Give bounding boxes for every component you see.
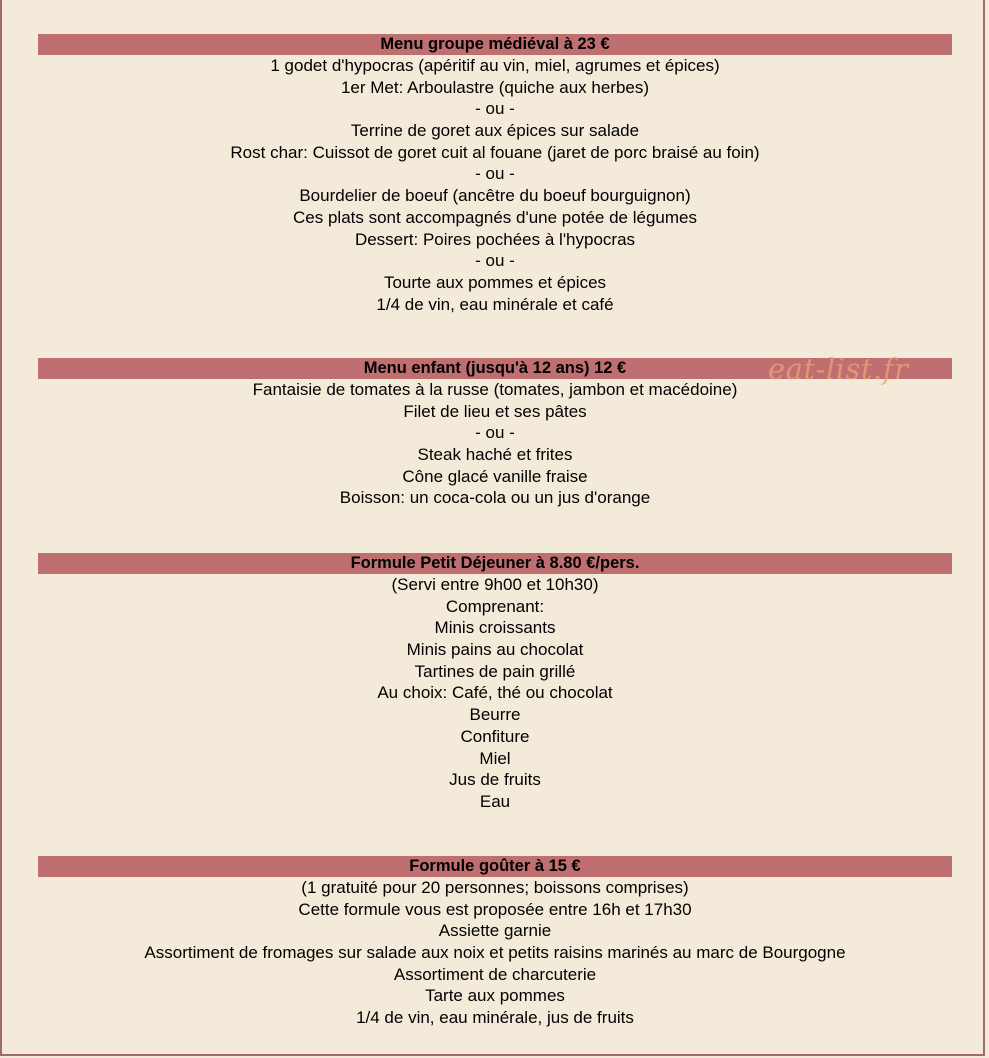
- menu-line: (1 gratuité pour 20 personnes; boissons comprises): [301, 878, 689, 897]
- menu-line: 1 godet d'hypocras (apéritif au vin, miel, agrumes et épices): [270, 56, 720, 75]
- menu-line: Bourdelier de boeuf (ancêtre du boeuf bourguignon): [299, 186, 691, 206]
- menu-line: Tarte aux pommes: [425, 986, 565, 1006]
- menu-line: Dessert: Poires pochées à l'hypocras: [354, 229, 636, 249]
- menu-line: 1/4 de vin, eau minérale et café: [376, 294, 614, 314]
- menu-line: - ou -: [475, 164, 515, 184]
- menu-line: Boisson: un coca-cola ou un jus d'orange: [339, 488, 651, 508]
- menu-line: (Servi entre 9h00 et 10h30): [391, 575, 599, 594]
- menu-line: Tourte aux pommes et épices: [383, 272, 607, 292]
- menu-section-petit-dejeuner: [38, 553, 952, 813]
- menu-line: - ou -: [475, 423, 515, 443]
- section-title: Formule goûter à 15 €: [38, 856, 952, 877]
- menu-line: Minis croissants: [434, 618, 556, 638]
- section-title: Formule Petit Déjeuner à 8.80 €/pers.: [38, 553, 952, 574]
- menu-line: Beurre: [469, 705, 521, 725]
- menu-line: Steak haché et frites: [417, 445, 573, 465]
- section-title: Menu enfant (jusqu'à 12 ans) 12 €: [38, 358, 952, 379]
- menu-line: - ou -: [475, 251, 515, 271]
- menu-line: Minis pains au chocolat: [406, 640, 584, 660]
- menu-line: Terrine de goret aux épices sur salade: [350, 121, 640, 141]
- menu-line: Jus de fruits: [449, 770, 541, 790]
- menu-section-gouter: [38, 856, 952, 1029]
- menu-line: Filet de lieu et ses pâtes: [403, 401, 587, 421]
- menu-line: Assortiment de fromages sur salade aux noix et petits raisins marinés au marc de Bourgogne: [144, 943, 846, 963]
- menu-line: Cône glacé vanille fraise: [402, 466, 588, 486]
- section-title: Menu groupe médiéval à 23 €: [38, 34, 952, 55]
- menu-line: Cette formule vous est proposée entre 16h et 17h30: [298, 899, 692, 919]
- menu-line: Assiette garnie: [438, 921, 552, 941]
- menu-line: 1er Met: Arboulastre (quiche aux herbes): [340, 77, 650, 97]
- menu-line: Ces plats sont accompagnés d'une potée de légumes: [293, 207, 697, 227]
- menu-line: Fantaisie de tomates à la russe (tomates, jambon et macédoine): [252, 380, 738, 399]
- menu-line: Au choix: Café, thé ou chocolat: [377, 683, 613, 703]
- watermark: eat-list.fr: [768, 352, 909, 386]
- menu-line: - ou -: [475, 99, 515, 119]
- menu-line: Miel: [479, 748, 511, 768]
- menu-line: Confiture: [460, 726, 530, 746]
- menu-line: Eau: [479, 791, 511, 811]
- menu-line: Rost char: Cuissot de goret cuit al fouane (jaret de porc braisé au foin): [230, 142, 760, 162]
- menu-line: Assortiment de charcuterie: [393, 964, 597, 984]
- menu-line: 1/4 de vin, eau minérale, jus de fruits: [356, 1008, 634, 1028]
- menu-line: Comprenant:: [445, 596, 545, 616]
- menu-line: Tartines de pain grillé: [414, 661, 576, 681]
- menu-section-medieval: [38, 34, 952, 315]
